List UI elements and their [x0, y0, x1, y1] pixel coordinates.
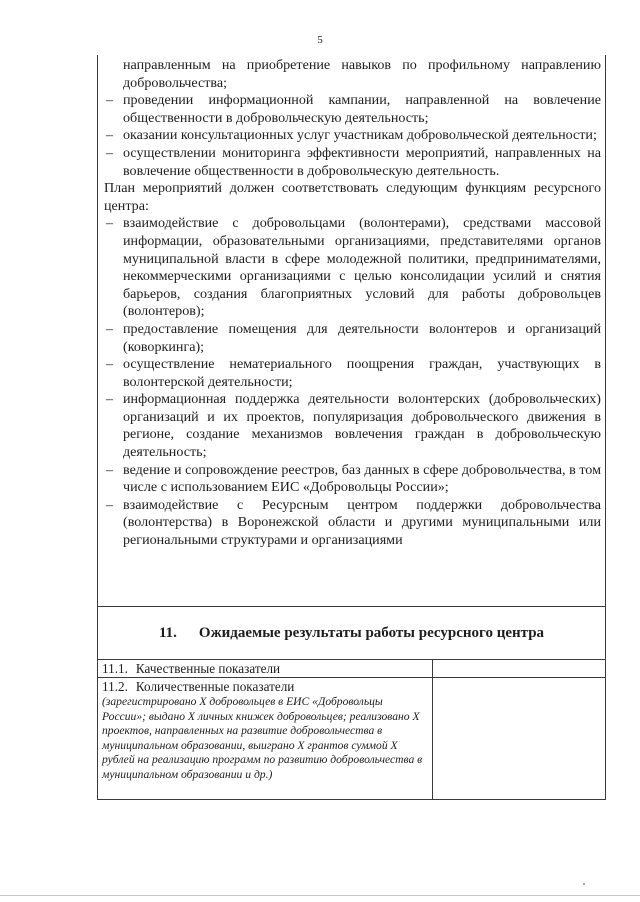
results-table	[98, 659, 605, 799]
section-title: Ожидаемые результаты работы ресурсного центра	[198, 624, 545, 641]
row-value-cell	[433, 678, 606, 800]
list-item-text: взаимодействие с добровольцами (волонтерами), средствами массовой информации, образовательными организациями, представителями органов муниципальной власти в сфере молодежной политики, предпринимателями, некоммерческими организациями с целью консолидации усилий и снятия барьеров, создания благоприятных условий для работы добровольцев (волонтеров);	[123, 215, 601, 320]
dash-bullet: –	[106, 461, 114, 478]
list-item-text: оказании консультационных услуг участникам добровольческой деятельности;	[123, 127, 597, 144]
list-item	[104, 215, 601, 321]
document-table	[97, 55, 606, 800]
row-note: (зарегистрировано X добровольцев в ЕИС «Добровольцы России»; выдано X личных книжек добровольцев; реализовано X проектов, направленных на развитие добровольчества в муниципальном образовании, выиграно X грантов суммой X рублей на реализацию программ по развитию добровольчества в муниципальном образовании и др.)	[102, 695, 423, 781]
dash-bullet: –	[106, 356, 114, 373]
dash-bullet: –	[106, 92, 114, 109]
list-item	[104, 127, 601, 145]
dash-bullet: –	[106, 496, 114, 513]
list-item-text: взаимодействие с Ресурсным центром поддержки добровольчества (волонтерства) в Воронежской области и другими муниципальными или региональными структурами и организациями	[123, 496, 601, 549]
functions-list	[104, 215, 601, 549]
list-item-text: осуществление нематериального поощрения граждан, участвующих в волонтерской деятельности;	[123, 356, 601, 390]
table-row	[98, 678, 605, 800]
continuation-text: направленным на приобретение навыков по профильному направлению добровольчества;	[123, 57, 601, 91]
row-label: Количественные показатели	[135, 679, 295, 694]
scan-speck	[583, 883, 585, 885]
row-number: 11.2.	[102, 679, 128, 694]
list-item	[104, 321, 601, 356]
list-item	[104, 462, 601, 497]
row-value-cell	[433, 660, 606, 678]
row-label-cell	[98, 678, 433, 800]
list-item-text: информационная поддержка деятельности волонтерских (добровольческих) организаций и их проектов, популяризация добровольческого движения в регионе, создание механизмов вовлечения граждан в добровольческую деятельность;	[123, 391, 601, 461]
plan-text-cell	[98, 55, 605, 606]
list-item	[104, 92, 601, 127]
list-item	[104, 145, 601, 180]
dash-bullet: –	[106, 144, 114, 161]
table-row	[98, 660, 605, 678]
section-heading	[98, 606, 605, 659]
list-item	[104, 391, 601, 461]
row-number: 11.1.	[102, 661, 128, 676]
activity-list	[104, 92, 601, 180]
page-number: 5	[317, 34, 323, 46]
list-item-text: проведении информационной кампании, направленной на вовлечение общественности в добровольческую деятельность;	[123, 92, 601, 126]
list-item	[104, 356, 601, 391]
row-label: Качественные показатели	[135, 661, 281, 676]
functions-paragraph: План мероприятий должен соответствовать следующим функциям ресурсного центра:	[104, 180, 601, 214]
dash-bullet: –	[106, 391, 114, 408]
list-item-text: предоставление помещения для деятельности волонтеров и организаций (коворкинга);	[123, 320, 601, 355]
section-number: 11.	[158, 624, 177, 641]
scan-edge-line	[0, 895, 640, 896]
list-item-text: ведение и сопровождение реестров, баз данных в сфере добровольчества, в том числе с использованием ЕИС «Добровольцы России»;	[123, 461, 601, 496]
list-item	[104, 497, 601, 550]
dash-bullet: –	[106, 127, 114, 144]
row-label-cell	[98, 660, 433, 678]
list-item-text: осуществлении мониторинга эффективности мероприятий, направленных на вовлечение общественности в добровольческую деятельность.	[123, 144, 601, 179]
dash-bullet: –	[106, 320, 114, 337]
dash-bullet: –	[106, 215, 114, 232]
